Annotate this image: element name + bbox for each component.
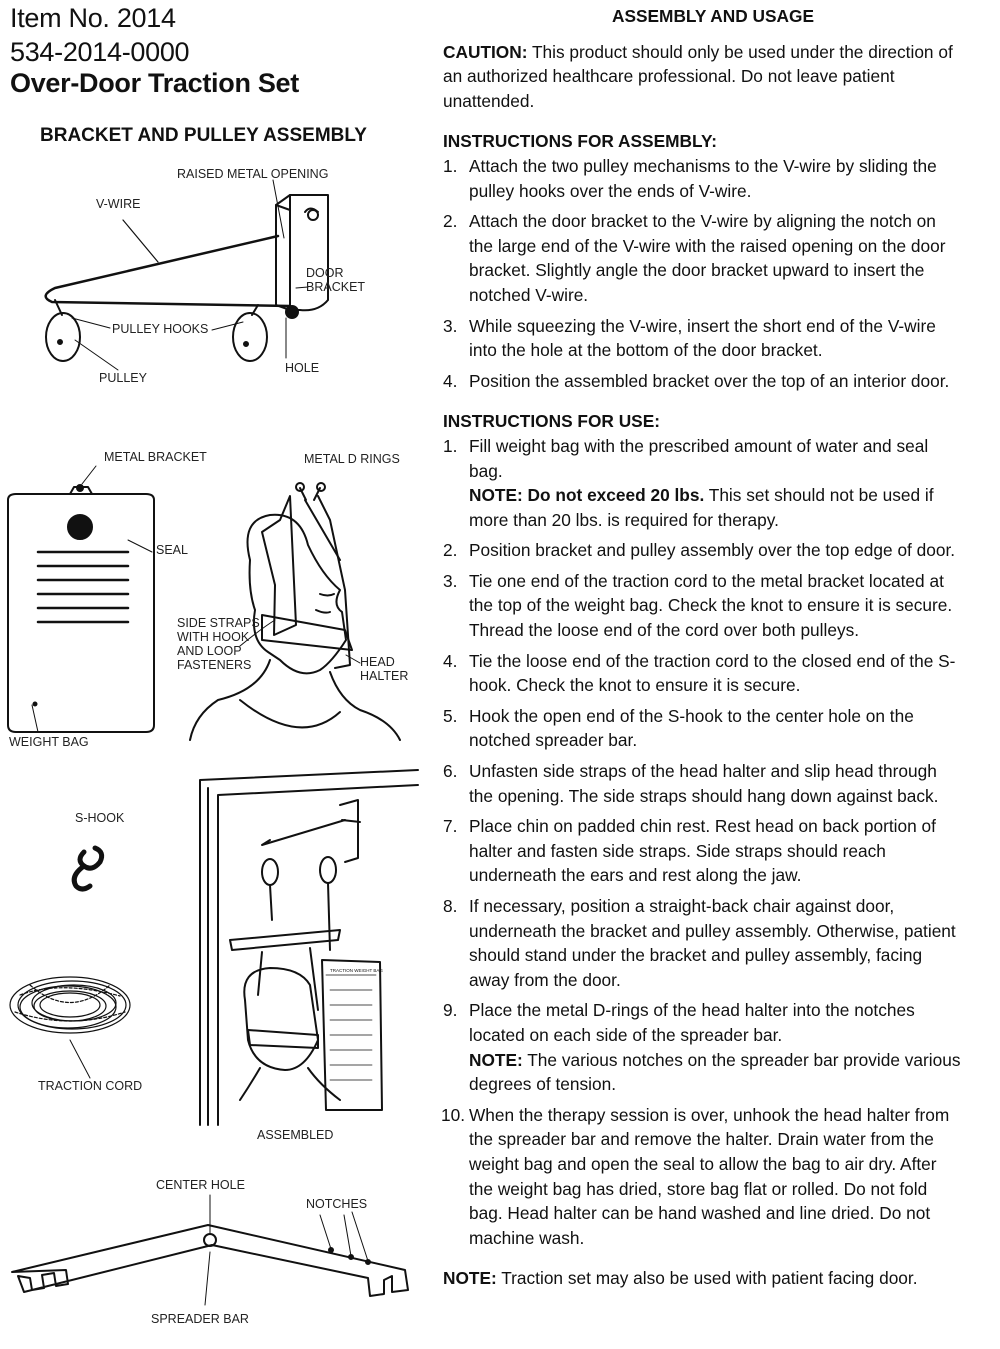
use-heading: INSTRUCTIONS FOR USE: [443, 411, 660, 432]
use-step: 5. Hook the open end of the S-hook to the center hole on the notched spreader bar. [443, 705, 914, 751]
bracket-pulley-diagram [46, 180, 328, 370]
assembled-drawing [200, 770, 418, 1125]
final-note: NOTE: Traction set may also be used with patient facing door. [443, 1268, 918, 1289]
caution-label: CAUTION: [443, 41, 528, 62]
label-center-hole: CENTER HOLE [156, 1178, 245, 1192]
assembly-list [443, 154, 963, 393]
caution-paragraph [443, 40, 963, 114]
use-step: 2. Position bracket and pulley assembly over the top edge of door. [443, 540, 956, 561]
assembly-step: 4. Position the assembled bracket over the top of an interior door. [443, 370, 950, 391]
use-step: 3. Tie one end of the traction cord to the metal bracket located at the top of the weight bag. Check the knot to ensure it is secure. Thread the loose end of the cord over both pulleys. [443, 570, 953, 641]
label-weight-bag: WEIGHT BAG [9, 735, 89, 749]
label-halter: HALTER [360, 669, 409, 683]
label-raised-metal-opening: RAISED METAL OPENING [177, 167, 329, 181]
use-step: 9. Place the metal D-rings of the head halter into the notches located on each side of the spreader bar. NOTE: The various notches on the spreader bar provide various degrees of tension. [443, 1000, 961, 1095]
product-title: Over-Door Traction Set [10, 68, 299, 98]
label-assembled: ASSEMBLED [257, 1128, 334, 1142]
weight-bag-drawing [8, 466, 154, 732]
item-number: Item No. 2014 [10, 3, 176, 33]
s-hook-drawing [74, 848, 101, 889]
use-step: 4. Tie the loose end of the traction cord to the closed end of the S-hook. Check the knot to ensure it is secure. [443, 650, 956, 696]
assembly-heading: INSTRUCTIONS FOR ASSEMBLY: [443, 131, 717, 152]
use-step: 8. If necessary, position a straight-back chair against door, underneath the bracket and pulley assembly. Otherwise, patient should stand under the bracket and pulley assembly, facing away from the door. [443, 896, 956, 990]
bracket-pulley-title: BRACKET AND PULLEY ASSEMBLY [40, 125, 367, 146]
label-spreader-bar: SPREADER BAR [151, 1312, 249, 1326]
head-halter-drawing [190, 483, 400, 740]
use-step: 10. When the therapy session is over, unhook the head halter from the spreader bar and remove the halter. Drain water from the weight bag and open the seal to allow the bag to air dry. After the weight bag has dried, store bag flat or rolled. Do not fold bag. Head halter can be hand washed and line dried. Do not machine wash. [441, 1104, 950, 1248]
label-side-straps-4: FASTENERS [177, 658, 252, 672]
label-bracket: BRACKET [306, 280, 366, 294]
assembly-step: 3. While squeezing the V-wire, insert the short end of the V-wire into the hole at the bottom of the door bracket. [443, 315, 936, 361]
assembly-step: 2. Attach the door bracket to the V-wire by aligning the notch on the large end of the V-wire with the raised opening on the door bracket. Slightly angle the door bracket upward to insert the notched V-wire. [443, 211, 946, 305]
bag-label-text: TRACTION WEIGHT BAG [330, 968, 383, 973]
spreader-bar-drawing [12, 1195, 408, 1305]
label-v-wire: V-WIRE [96, 197, 141, 211]
assembly-step: 1. Attach the two pulley mechanisms to the V-wire by sliding the pulley hooks over the ends of V-wire. [443, 155, 937, 201]
label-side-straps-3: AND LOOP [177, 644, 242, 658]
label-pulley: PULLEY [99, 371, 147, 385]
label-hole: HOLE [285, 361, 320, 375]
label-traction-cord: TRACTION CORD [38, 1079, 143, 1093]
label-metal-d-rings: METAL D RINGS [304, 452, 400, 466]
use-step: 7. Place chin on padded chin rest. Rest head on back portion of halter and fasten side straps. Side straps should reach underneath the ears and rest along the jaw. [443, 816, 936, 886]
label-notches: NOTCHES [306, 1197, 368, 1211]
item-code: 534-2014-0000 [10, 37, 190, 67]
label-pulley-hooks: PULLEY HOOKS [112, 322, 209, 336]
label-side-straps-2: WITH HOOK [177, 630, 250, 644]
label-door: DOOR [306, 266, 344, 280]
label-head: HEAD [360, 655, 395, 669]
traction-cord-drawing [10, 977, 130, 1078]
use-step: 1. Fill weight bag with the prescribed amount of water and seal bag. NOTE: Do not exceed 20 lbs. This set should not be used if more than 20 lbs. is required for therapy. [443, 435, 934, 530]
assembly-usage-title: ASSEMBLY AND USAGE [612, 6, 814, 26]
label-metal-bracket: METAL BRACKET [104, 450, 207, 464]
use-list [443, 434, 963, 1250]
instructions-column [443, 4, 963, 1291]
label-s-hook: S-HOOK [75, 811, 125, 825]
caution-text: This product should only be used under the direction of an authorized healthcare professional. Do not leave patient unattended. [443, 41, 953, 111]
label-side-straps-1: SIDE STRAPS [177, 616, 260, 630]
use-step: 6. Unfasten side straps of the head halter and slip head through the opening. The side straps should hang down against back. [443, 761, 939, 806]
label-seal: SEAL [156, 543, 188, 557]
